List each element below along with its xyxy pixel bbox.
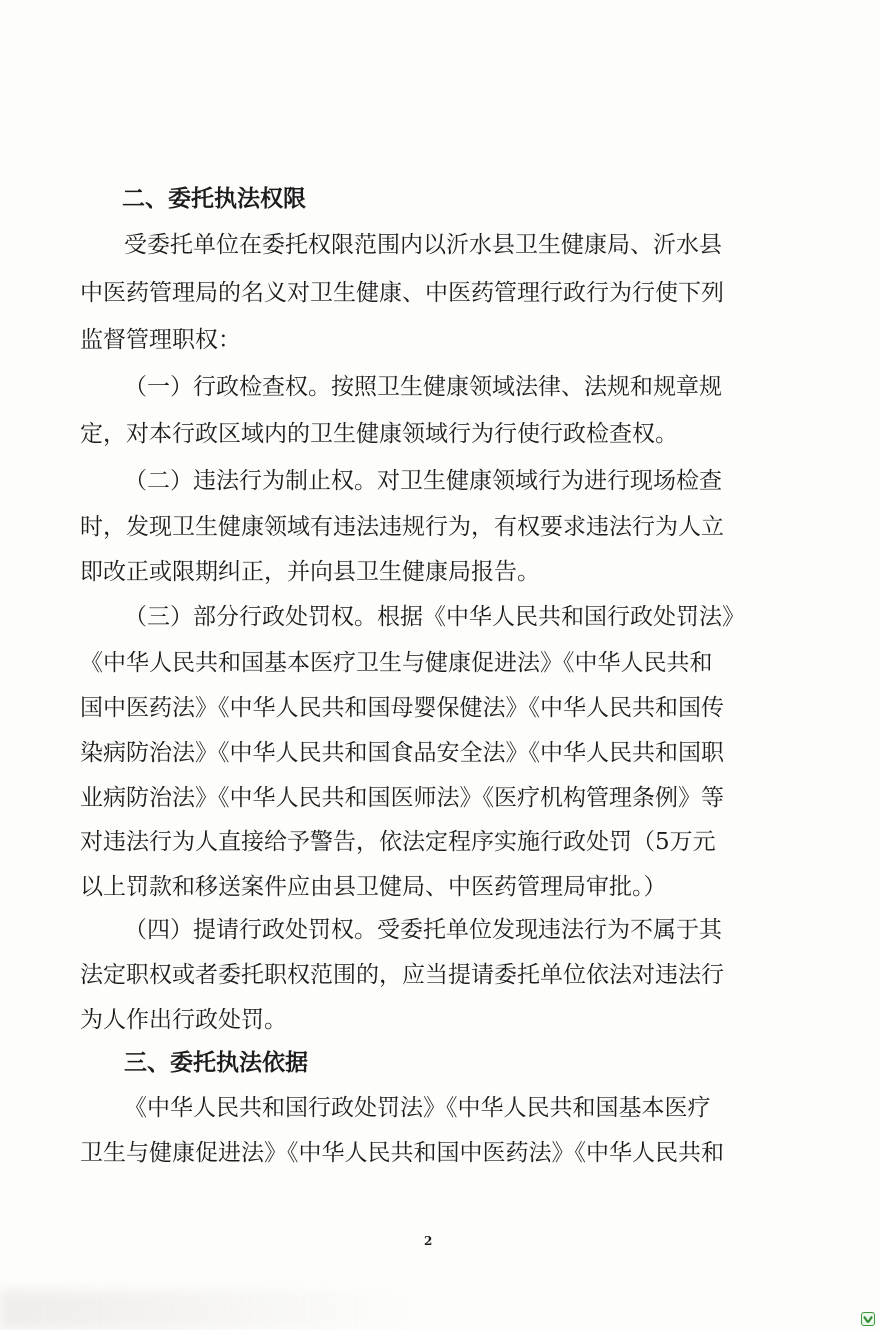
paragraph-line: 对违法行为人直接给予警告，依法定程序实施行政处罚（5万元 [80, 829, 716, 855]
paragraph-line: 《中华人民共和国基本医疗卫生与健康促进法》《中华人民共和 [80, 650, 713, 676]
paragraph-line: 国中医药法》《中华人民共和国母婴保健法》《中华人民共和国传 [80, 695, 724, 721]
paragraph-line: 监督管理职权： [80, 327, 241, 353]
section-heading-2: 二、委托执法权限 [122, 186, 306, 212]
paragraph-line: 业病防治法》《中华人民共和国医师法》《医疗机构管理条例》等 [80, 785, 724, 811]
paragraph-line: 法定职权或者委托职权范围的，应当提请委托单位依法对违法行 [80, 962, 724, 988]
paragraph-line: 为人作出行政处罚。 [80, 1007, 287, 1033]
paragraph-line: 染病防治法》《中华人民共和国食品安全法》《中华人民共和国职 [80, 740, 724, 766]
paragraph-line: 受委托单位在委托权限范围内以沂水县卫生健康局、沂水县 [124, 232, 722, 258]
paragraph-line: 《中华人民共和国行政处罚法》《中华人民共和国基本医疗 [124, 1095, 711, 1121]
paragraph-line: （一）行政检查权。按照卫生健康领域法律、法规和规章规 [124, 374, 722, 400]
page-number: 2 [424, 1234, 433, 1248]
section-heading-3: 三、委托执法依据 [124, 1050, 308, 1076]
paragraph-line: （二）违法行为制止权。对卫生健康领域行为进行现场检查 [124, 468, 722, 494]
paragraph-line: 时，发现卫生健康领域有违法违规行为，有权要求违法行为人立 [80, 514, 724, 540]
paragraph-line: 定，对本行政区域内的卫生健康领域行为行使行政检查权。 [80, 421, 678, 447]
paragraph-line: 中医药管理局的名义对卫生健康、中医药管理行政行为行使下列 [80, 280, 724, 306]
scan-smudge [0, 1290, 420, 1330]
check-mark-icon [861, 1312, 875, 1326]
paragraph-line: 即改正或限期纠正，并向县卫生健康局报告。 [80, 559, 540, 585]
paragraph-line: 卫生与健康促进法》《中华人民共和国中医药法》《中华人民共和 [80, 1140, 724, 1166]
paragraph-line: （三）部分行政处罚权。根据《中华人民共和国行政处罚法》 [124, 604, 745, 630]
paragraph-line: （四）提请行政处罚权。受委托单位发现违法行为不属于其 [124, 917, 722, 943]
paragraph-line: 以上罚款和移送案件应由县卫健局、中医药管理局审批。） [80, 874, 667, 900]
